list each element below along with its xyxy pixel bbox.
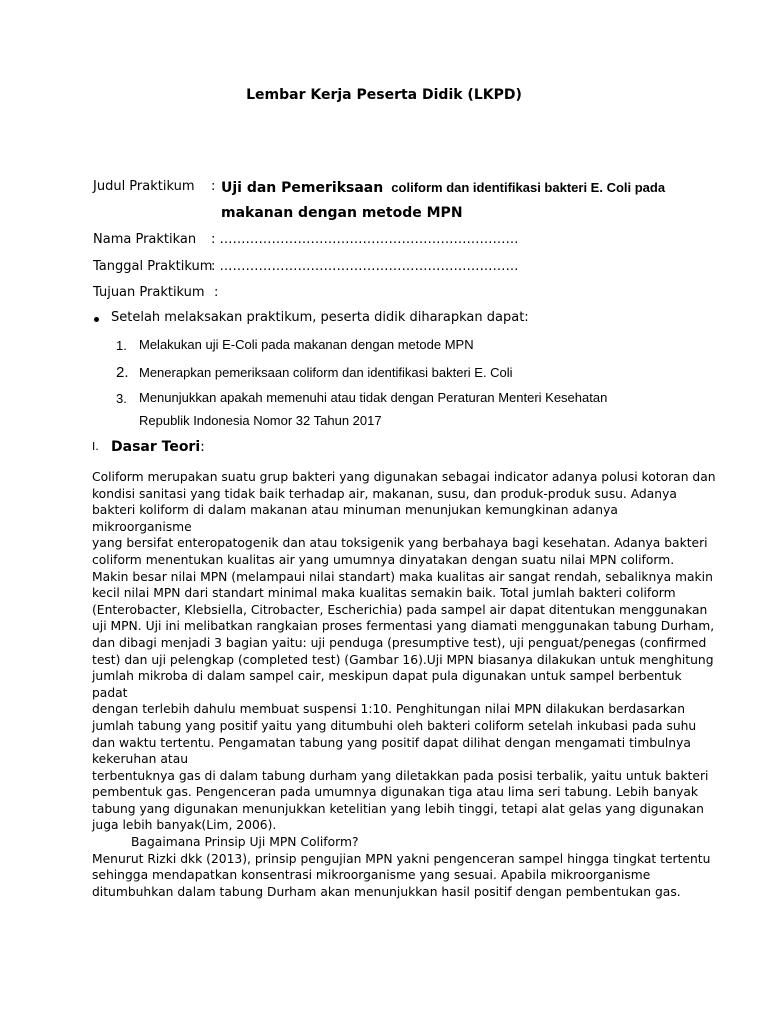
body-line: mikroorganisme (92, 519, 192, 534)
objective-text: Menerapkan pemeriksaan coliform dan identifikasi bakteri E. Coli (139, 365, 513, 380)
section-number: I. (92, 440, 99, 453)
judul-label: Judul Praktikum (93, 179, 195, 194)
body-line: jumlah tabung yang positif yaitu yang ditumbuhi oleh bakteri coliform setelah inkubasi pada suhu (92, 718, 697, 733)
body-line: uji MPN. Uji ini melibatkan rangkaian proses fermentasi yang diamati menggunakan tabung Durham, (92, 619, 715, 634)
objective-number: 1. (116, 338, 127, 353)
tujuan-colon: : (214, 285, 219, 300)
section-title: Dasar Teori (111, 439, 201, 455)
objective-text: Melakukan uji E-Coli pada makanan dengan metode MPN (139, 337, 474, 352)
body-line: bakteri koliform di dalam makanan atau minuman menunjukan kemungkinan adanya (92, 503, 618, 518)
section-colon: : (200, 439, 205, 455)
dasar-teori-body (92, 469, 716, 900)
body-line: kecil nilai MPN dari standart minimal maka kualitas semakin baik. Total jumlah bakteri coliform (92, 586, 676, 601)
document-title: Lembar Kerja Peserta Didik (LKPD) (246, 87, 522, 103)
objective-text-continued: Republik Indonesia Nomor 32 Tahun 2017 (139, 413, 382, 428)
tanggal-value: : …………………………………………………………… (211, 259, 519, 274)
body-line: tabung yang digunakan menunjukkan ketelitian yang lebih tinggi, tetapi alat gelas yang digunakan (92, 801, 704, 816)
body-line: kondisi sanitasi yang tidak baik terhadap air, makanan, susu, dan produk-produk susu. Adanya (92, 486, 677, 501)
judul-value-line1 (221, 177, 665, 196)
judul-value-part-a: Uji dan Pemeriksaan (221, 180, 384, 196)
body-line: kekeruhan atau (92, 752, 189, 767)
bullet-text: Setelah melaksakan praktikum, peserta didik diharapkan dapat: (111, 310, 529, 325)
section-heading (111, 436, 205, 455)
body-line: dan waktu tertentu. Pengamatan tabung yang positif dapat dilihat dengan mengamati timbulnya (92, 735, 691, 750)
nama-value: : …………………………………………………………… (211, 232, 519, 247)
body-line: yang bersifat enteropatogenik dan atau toksigenik yang berbahaya bagi kesehatan. Adanya bakteri (92, 536, 708, 551)
nama-label: Nama Praktikan (93, 232, 197, 247)
body-subheading: Bagaimana Prinsip Uji MPN Coliform? (131, 835, 359, 850)
judul-value-line2: makanan dengan metode MPN (221, 205, 463, 221)
body-line: terbentuknya gas di dalam tabung durham yang diletakkan pada posisi terbalik, yaitu untuk bakteri (92, 768, 709, 783)
body-line: sehingga mendapatkan konsentrasi mikroorganisme yang sesuai. Apabila mikroorganisme (92, 868, 651, 883)
body-line: dan dibagi menjadi 3 bagian yaitu: uji penduga (presumptive test), uji penguat/penegas (confirmed (92, 635, 707, 650)
body-line: padat (92, 685, 128, 700)
body-line: (Enterobacter, Klebsiella, Citrobacter, Escherichia) pada sampel air dapat ditentukan menggunakan (92, 602, 708, 617)
body-line: jumlah mikroba di dalam sampel cair, meskipun dapat pula digunakan untuk sampel berbentuk (92, 669, 682, 684)
body-line: Makin besar nilai MPN (melampaui nilai standart) maka kualitas air sangat rendah, sebaliknya makin (92, 569, 713, 584)
tanggal-label: Tanggal Praktikum (93, 259, 213, 274)
body-line: Menurut Rizki dkk (2013), prinsip pengujian MPN yakni pengenceran sampel hingga tingkat tertentu (92, 851, 711, 866)
objective-text: Menunjukkan apakah memenuhi atau tidak dengan Peraturan Menteri Kesehatan (139, 390, 608, 405)
body-line: coliform menentukan kualitas air yang umumnya dinyatakan dengan suatu nilai MPN coliform. (92, 552, 675, 567)
objective-number: 2. (116, 364, 129, 381)
body-line: juga lebih banyak(Lim, 2006). (92, 818, 277, 833)
judul-value-part-b: coliform dan identifikasi bakteri E. Coli pada (391, 180, 666, 195)
body-line: Coliform merupakan suatu grup bakteri yang digunakan sebagai indicator adanya polusi kotoran dan (92, 470, 716, 484)
body-line: test) dan uji pelengkap (completed test) (Gambar 16).Uji MPN biasanya dilakukan untuk menghitung (92, 652, 714, 667)
judul-colon: : (211, 179, 216, 194)
bullet-icon (94, 317, 99, 322)
objective-number: 3. (116, 391, 127, 406)
body-line: pembentuk gas. Pengenceran pada umumnya digunakan tiga atau lima seri tabung. Lebih banyak (92, 785, 699, 800)
body-line: ditumbuhkan dalam tabung Durham akan menunjukkan hasil positif dengan pembentukan gas. (92, 884, 681, 899)
body-line: dengan terlebih dahulu membuat suspensi 1:10. Penghitungan nilai MPN dilakukan berdasarkan (92, 702, 685, 717)
tujuan-label: Tujuan Praktikum (93, 285, 205, 300)
